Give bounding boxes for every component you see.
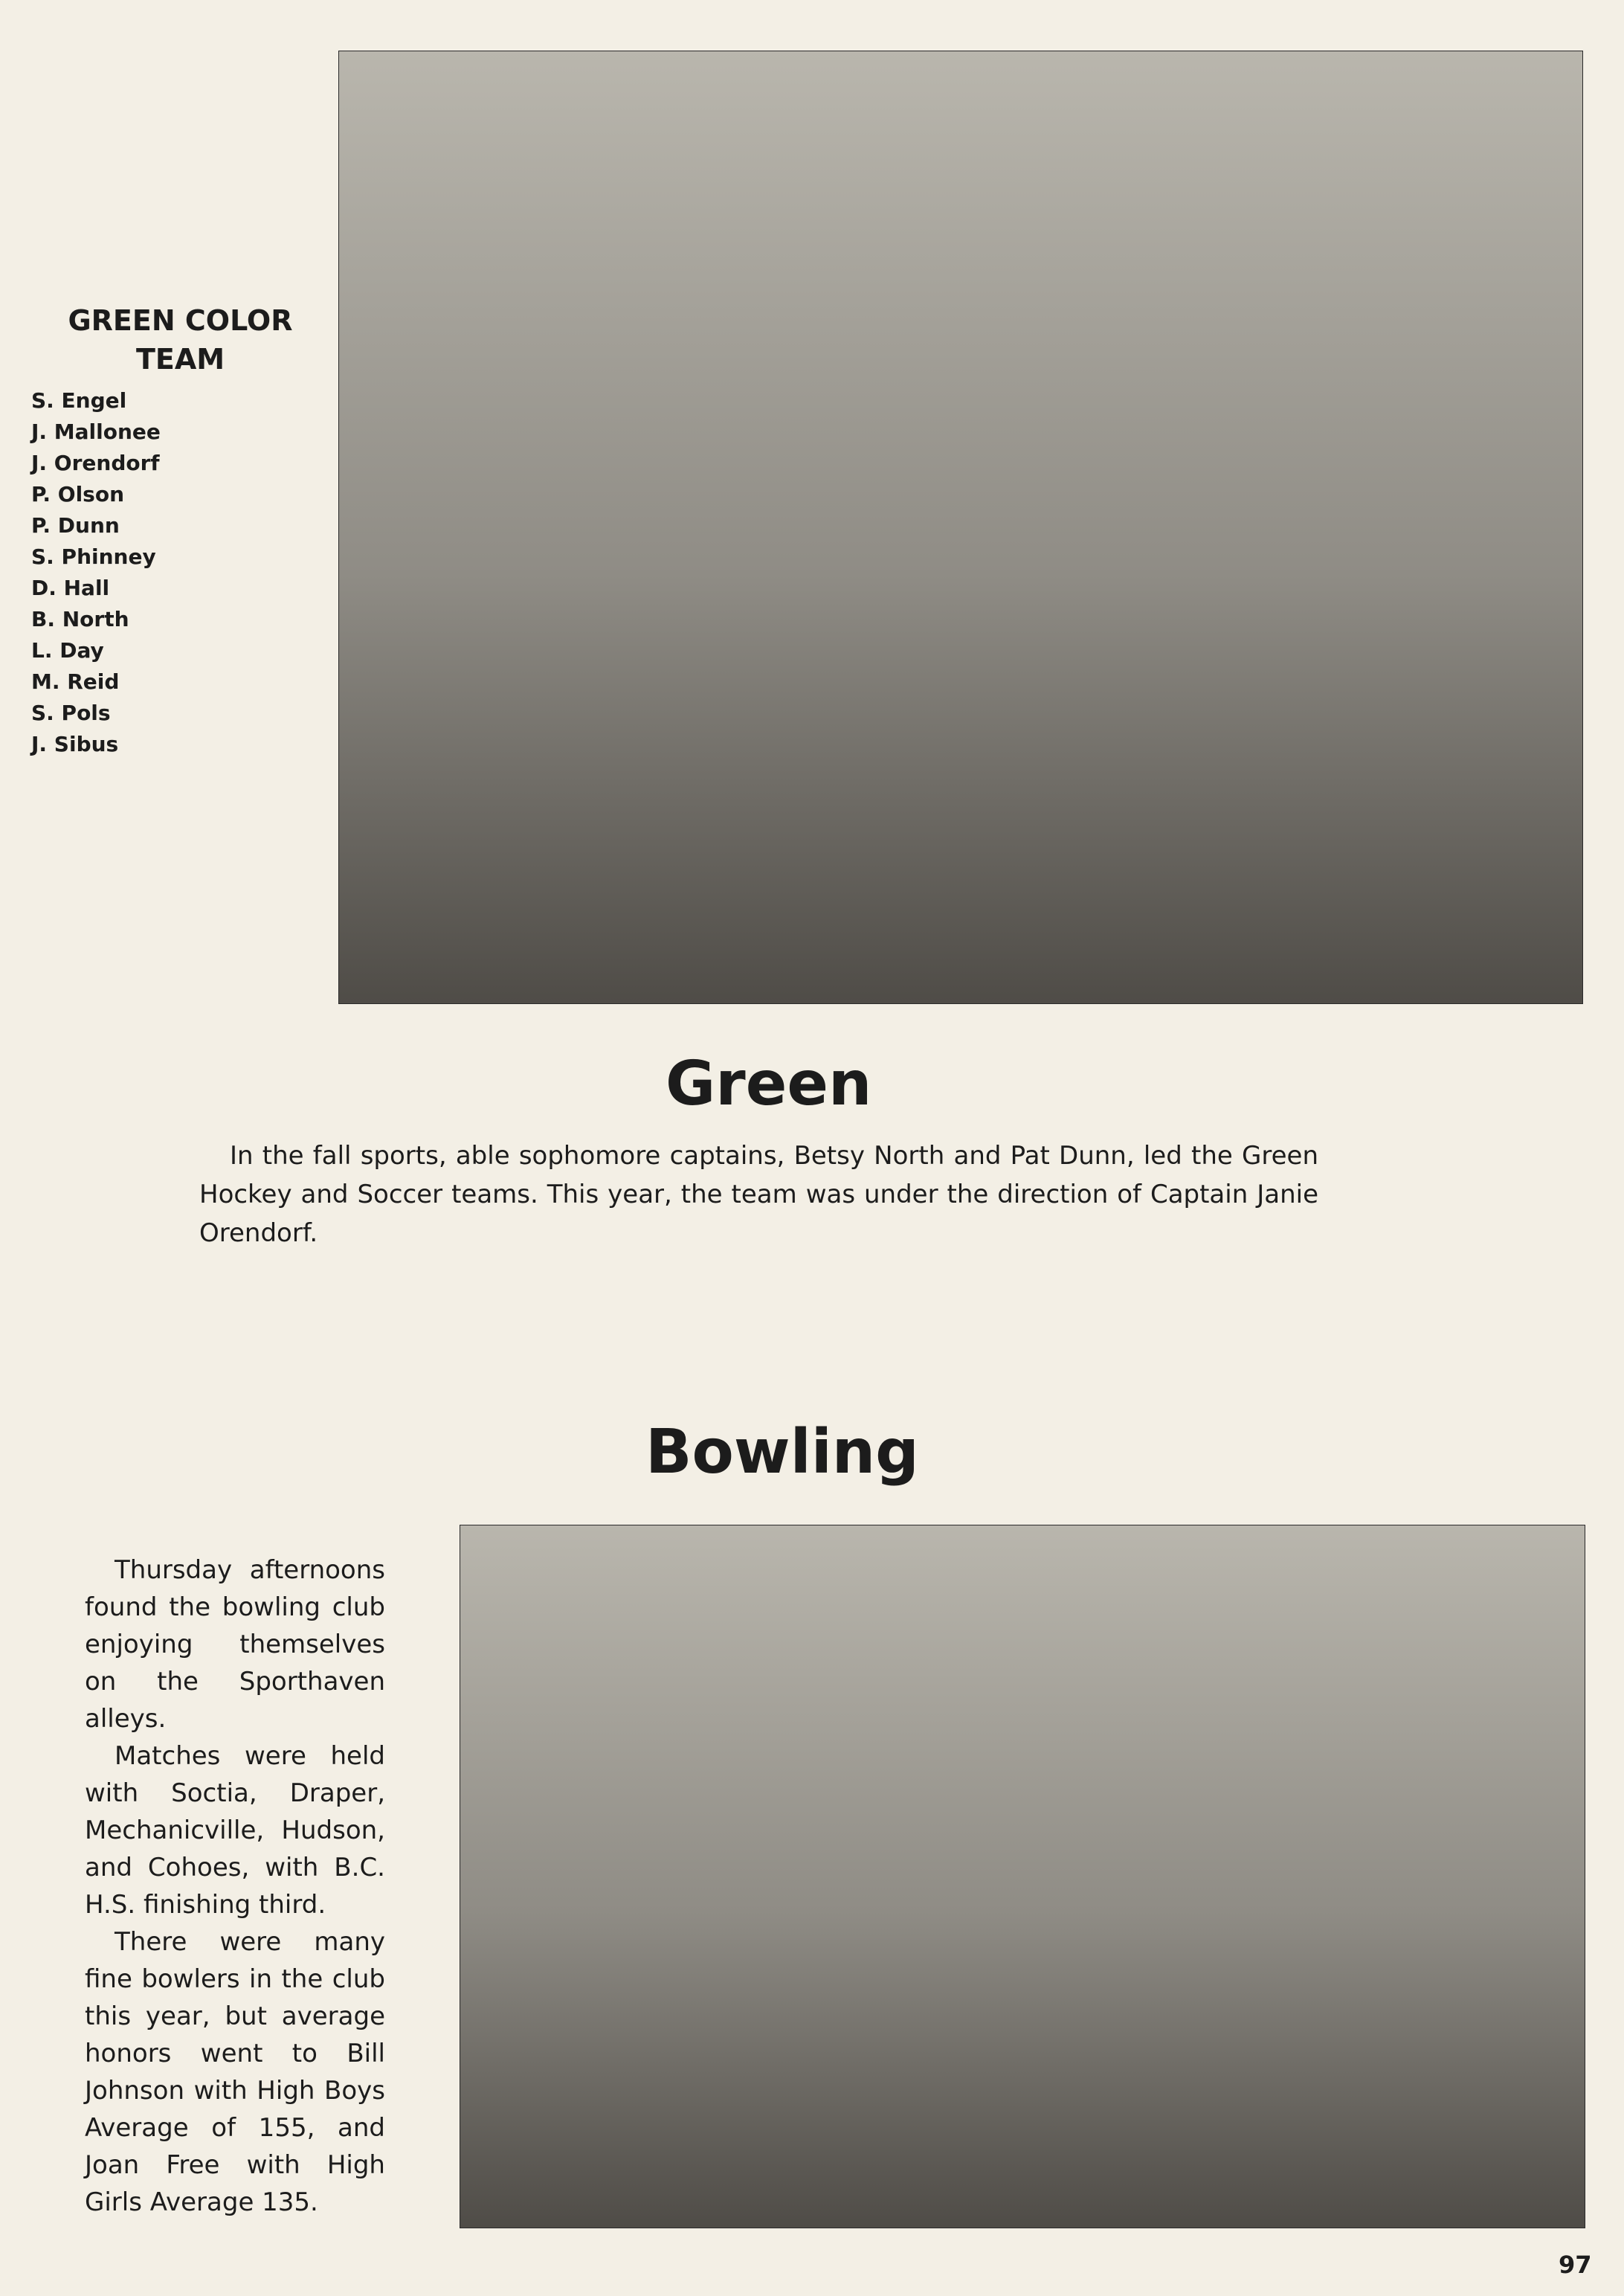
roster-item: D. Hall xyxy=(31,576,110,600)
roster-item: B. North xyxy=(31,607,129,631)
bowling-club-photo xyxy=(460,1525,1585,2228)
roster-item: J. Mallonee xyxy=(31,419,161,444)
bowling-paragraph: There were many fine bowlers in the club this year, but average honors went to Bill Johnson with High Boys Average of 155, and Joan Free with High Girls Average 135. xyxy=(85,1927,385,2217)
roster-item: P. Olson xyxy=(31,482,125,507)
roster-item: J. Sibus xyxy=(31,732,119,756)
roster-item: S. Engel xyxy=(31,388,127,413)
bowling-section-text xyxy=(85,1551,385,2221)
roster-item: S. Phinney xyxy=(31,544,156,569)
green-section-text: In the fall sports, able sophomore captains, Betsy North and Pat Dunn, led the Green Hockey and Soccer teams. This year, the team was under the direction of Captain Janie Orendorf. xyxy=(199,1141,1318,1248)
roster-item: L. Day xyxy=(31,638,104,663)
roster-item: J. Orendorf xyxy=(31,451,160,475)
team-heading-line1: GREEN COLOR xyxy=(68,304,293,337)
page-number: 97 xyxy=(1559,2251,1592,2279)
team-heading-line2: TEAM xyxy=(135,343,225,376)
bowling-paragraph: Matches were held with Soctia, Draper, Mechanicville, Hudson, and Cohoes, with B.C. H.S. finishing third. xyxy=(85,1741,385,1920)
team-roster xyxy=(31,385,161,760)
green-section-title: Green xyxy=(666,1049,872,1119)
roster-item: P. Dunn xyxy=(31,513,120,538)
team-heading xyxy=(30,301,331,379)
roster-item: M. Reid xyxy=(31,669,120,694)
green-team-photo xyxy=(338,51,1583,1004)
bowling-section-title: Bowling xyxy=(645,1417,919,1488)
roster-item: S. Pols xyxy=(31,701,111,725)
bowling-paragraph: Thursday afternoons found the bowling club enjoying themselves on the Sporthaven alleys. xyxy=(85,1555,385,1734)
